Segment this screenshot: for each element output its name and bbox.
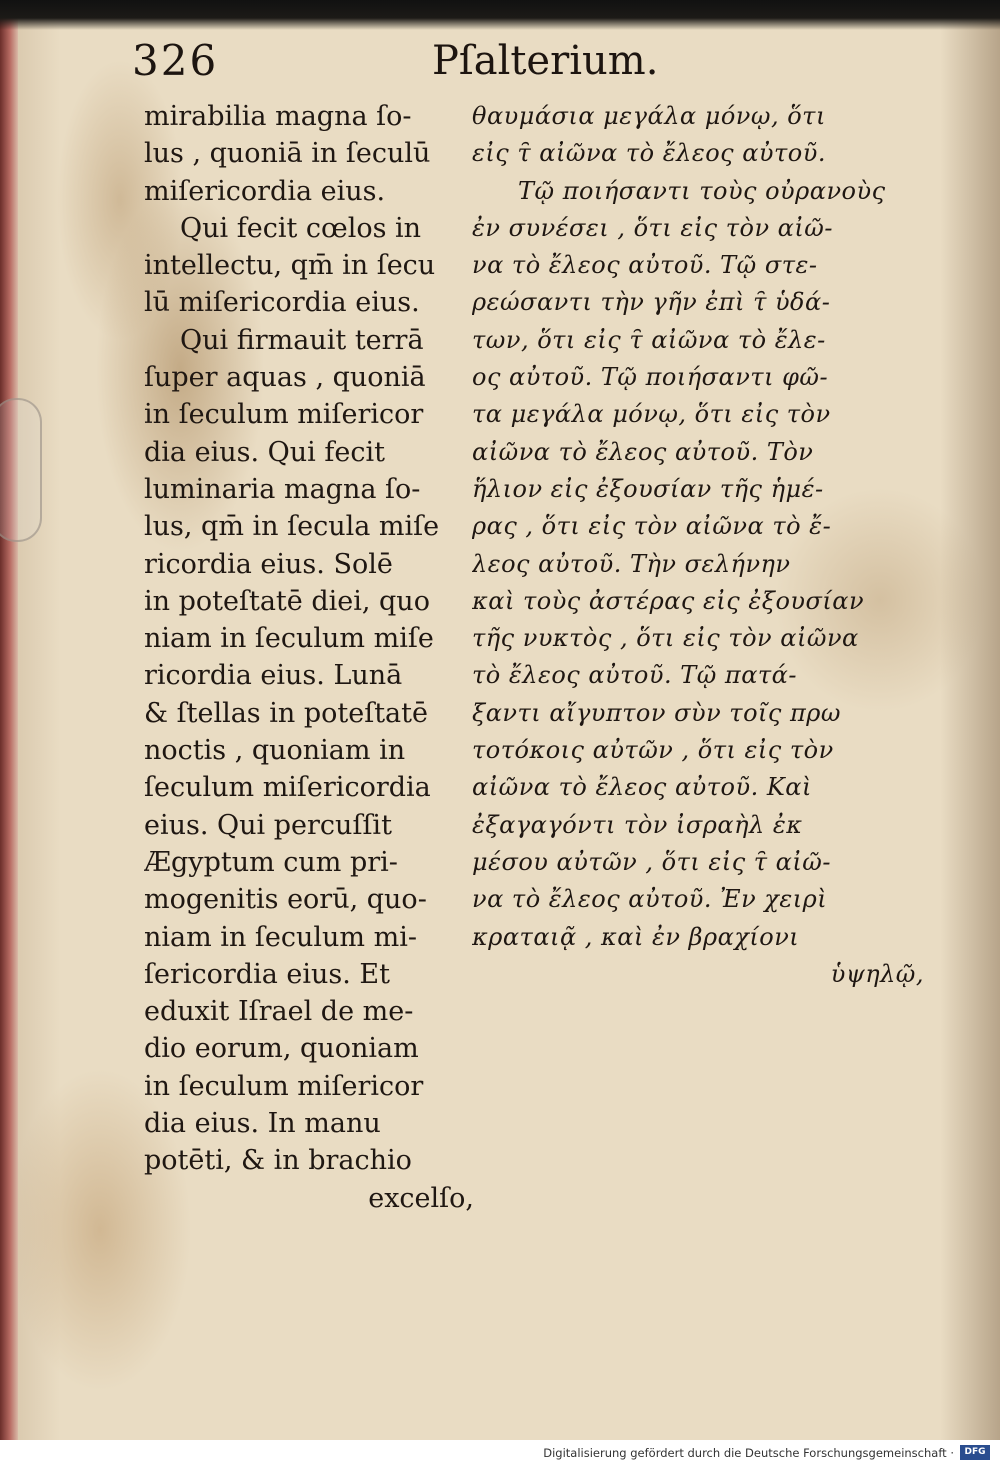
latin-line: eius. Qui percuſſit bbox=[144, 809, 392, 841]
greek-line: καὶ τοὺς ἀστέρας εἰς ἐξουσίαν bbox=[472, 586, 865, 615]
latin-line: ricordia eius. Lunā bbox=[144, 660, 403, 692]
latin-line: dio eorum, quoniam bbox=[144, 1033, 419, 1065]
latin-line: lū miſericordia eius. bbox=[144, 287, 420, 319]
greek-line: ἐξαγαγόντι τὸν ἰσραὴλ ἐκ bbox=[472, 810, 803, 839]
binding-clasp bbox=[0, 398, 42, 542]
latin-line: in ſeculum miſericor bbox=[144, 1070, 424, 1102]
greek-line: Τῷ ποιήσαντι τοὺς οὐρανοὺς bbox=[518, 176, 886, 205]
latin-line: dia eius. Qui fecit bbox=[144, 436, 385, 468]
latin-line: Qui firmauit terrā bbox=[180, 324, 424, 356]
greek-line: να τὸ ἔλεος αὐτοῦ. Τῷ στε- bbox=[472, 251, 818, 280]
greek-line: θαυμάσια μεγάλα μόνῳ, ὅτι bbox=[472, 102, 826, 130]
scan-top-band bbox=[0, 0, 1000, 30]
greek-line: τοτόκοις αὐτῶν , ὅτι εἰς τὸν bbox=[472, 736, 834, 765]
latin-line: Ægyptum cum pri- bbox=[144, 846, 398, 878]
latin-line: lus , quoniā in ſeculū bbox=[144, 138, 431, 170]
footer-credit: Digitalisierung gefördert durch die Deutsche Forschungsgemeinschaft · bbox=[543, 1446, 954, 1460]
running-title: Pſalterium. bbox=[432, 38, 659, 84]
latin-line: lus, qm̄ in ſecula miſe bbox=[144, 511, 440, 543]
latin-line: potēti, & in brachio bbox=[144, 1145, 412, 1177]
latin-line: mirabilia magna ſo- bbox=[144, 101, 412, 132]
greek-line: ρεώσαντι τὴν γῆν ἐπὶ τ̑ ὑδά- bbox=[472, 288, 831, 317]
greek-line: ἥλιον εἰς ἐξουσίαν τῆς ἡμέ- bbox=[472, 474, 824, 503]
latin-line: niam in ſeculum miſe bbox=[144, 623, 434, 655]
dfg-logo: DFG bbox=[960, 1445, 990, 1460]
latin-line: niam in ſeculum mi- bbox=[144, 921, 417, 953]
latin-line: miſericordia eius. bbox=[144, 175, 386, 207]
latin-line: ricordia eius. Solē bbox=[144, 548, 393, 580]
latin-line: excelſo, bbox=[368, 1182, 474, 1214]
greek-column bbox=[472, 98, 942, 993]
latin-line: ſericordia eius. Et bbox=[144, 958, 390, 990]
greek-line: τα μεγάλα μόνῳ, ὅτι εἰς τὸν bbox=[472, 400, 831, 429]
greek-line: ἐν συνέσει , ὅτι εἰς τὸν αἰῶ- bbox=[472, 213, 833, 242]
greek-line: ξαντι αἴγυπτον σὺν τοῖς πρω bbox=[472, 698, 841, 727]
digitization-footer bbox=[0, 1440, 1000, 1467]
latin-column bbox=[144, 98, 474, 1217]
greek-line: μέσου αὐτῶν , ὅτι εἰς τ̑ αἰῶ- bbox=[472, 847, 831, 876]
latin-line: dia eius. In manu bbox=[144, 1108, 381, 1140]
greek-line: ος αὐτοῦ. Τῷ ποιήσαντι φῶ- bbox=[472, 363, 829, 392]
page-number: 326 bbox=[132, 36, 219, 85]
greek-line: λεος αὐτοῦ. Τὴν σελήνην bbox=[472, 549, 791, 578]
latin-line: intellectu, qm̄ in ſecu bbox=[144, 250, 436, 282]
greek-line: αἰῶνα τὸ ἔλεος αὐτοῦ. Καὶ bbox=[472, 773, 812, 802]
latin-line: ſeculum miſericordia bbox=[144, 772, 431, 804]
latin-line: & ſtellas in poteſtatē bbox=[144, 697, 428, 729]
greek-line: ρας , ὅτι εἰς τὸν αἰῶνα τὸ ἔ- bbox=[472, 512, 832, 541]
greek-line: αἰῶνα τὸ ἔλεος αὐτοῦ. Τὸν bbox=[472, 437, 814, 466]
greek-line: εἰς τ̑ αἰῶνα τὸ ἔλεος αὐτοῦ. bbox=[472, 139, 826, 168]
running-head bbox=[0, 36, 1000, 86]
latin-line: eduxit Iſrael de me- bbox=[144, 996, 414, 1028]
latin-line: in ſeculum miſericor bbox=[144, 399, 424, 431]
latin-line: in poteſtatē diei, quo bbox=[144, 585, 430, 617]
latin-line: ſuper aquas , quoniā bbox=[144, 362, 426, 394]
greek-line: να τὸ ἔλεος αὐτοῦ. Ἐν χειρὶ bbox=[472, 885, 828, 914]
greek-line: τὸ ἔλεος αὐτοῦ. Τῷ πατά- bbox=[472, 661, 797, 690]
greek-line: τῆς νυκτὸς , ὅτι εἰς τὸν αἰῶνα bbox=[472, 624, 859, 653]
greek-line: των, ὅτι εἰς τ̑ αἰῶνα τὸ ἔλε- bbox=[472, 325, 826, 354]
greek-line: ὑψηλῷ, bbox=[830, 959, 924, 988]
latin-line: mogenitis eorū, quo- bbox=[144, 884, 427, 916]
latin-line: Qui fecit cœlos in bbox=[180, 212, 422, 244]
greek-line: κραταιᾷ , καὶ ἐν βραχίονι bbox=[472, 922, 800, 951]
latin-line: noctis , quoniam in bbox=[144, 735, 406, 767]
latin-line: luminaria magna ſo- bbox=[144, 473, 421, 505]
page-edge bbox=[0, 0, 18, 1440]
